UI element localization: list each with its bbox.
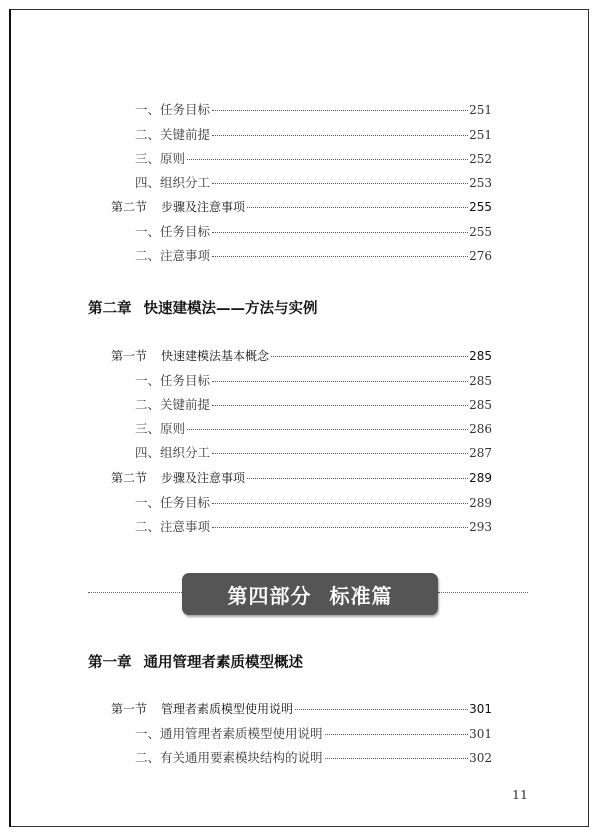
toc-entry[interactable]	[135, 248, 492, 264]
toc-entry-label: 一、任务目标	[135, 224, 211, 239]
leader-dots	[212, 381, 468, 382]
toc-entry[interactable]	[135, 750, 492, 766]
leader-dots	[212, 453, 468, 454]
leader-dots	[187, 159, 468, 160]
toc-section-page: 301	[469, 702, 492, 716]
toc-entry-label: 三、原则	[135, 151, 186, 166]
leader-dots	[212, 405, 468, 406]
toc-section-page: 255	[469, 200, 492, 214]
leader-dots	[271, 356, 468, 357]
toc-entry-label: 一、任务目标	[135, 495, 211, 510]
chapter-heading[interactable]	[88, 297, 318, 318]
leader-dots	[212, 110, 468, 111]
toc-entry-label: 三、原则	[135, 421, 186, 436]
chapter-title: 快速建模法——方法与实例	[143, 300, 318, 317]
part-title: 标准篇	[329, 583, 393, 608]
toc-entry-page: 286	[469, 422, 492, 436]
toc-entry[interactable]	[135, 175, 492, 191]
chapter-number: 第一章	[88, 654, 132, 671]
section-title: 步骤及注意事项	[161, 200, 246, 214]
toc-entry[interactable]	[135, 421, 492, 437]
toc-entry-page: 255	[469, 225, 492, 239]
page-number: 11	[512, 787, 528, 802]
leader-dots	[212, 256, 468, 257]
toc-entry-label: 一、任务目标	[135, 102, 211, 117]
toc-entry[interactable]	[135, 373, 492, 389]
part-divider-right	[438, 592, 528, 593]
part-divider-left	[88, 592, 182, 593]
toc-entry[interactable]	[135, 519, 492, 535]
section-title: 步骤及注意事项	[161, 471, 246, 485]
toc-entry-page: 289	[469, 496, 492, 510]
leader-dots	[212, 527, 468, 528]
leader-dots	[212, 503, 468, 504]
toc-entry-page: 253	[469, 176, 492, 190]
leader-dots	[212, 135, 468, 136]
section-title: 快速建模法基本概念	[161, 349, 270, 363]
toc-entry-page: 285	[469, 398, 492, 412]
toc-entry-label: 二、注意事项	[135, 248, 211, 263]
toc-section[interactable]	[111, 470, 492, 486]
toc-entry[interactable]	[135, 726, 492, 742]
section-title: 管理者素质模型使用说明	[161, 702, 294, 716]
toc-entry[interactable]	[135, 102, 492, 118]
toc-section-page: 285	[469, 349, 492, 363]
toc-section[interactable]	[111, 701, 492, 717]
toc-entry[interactable]	[135, 445, 492, 461]
toc-section[interactable]	[111, 199, 492, 215]
section-number: 第二节	[111, 471, 148, 485]
toc-entry-label: 四、组织分工	[135, 445, 211, 460]
toc-entry[interactable]	[135, 151, 492, 167]
toc-entry-label: 一、通用管理者素质模型使用说明	[135, 726, 323, 741]
leader-dots	[325, 758, 469, 759]
toc-entry-page: 287	[469, 446, 492, 460]
leader-dots	[212, 232, 468, 233]
section-number: 第一节	[111, 349, 148, 363]
leader-dots	[247, 478, 468, 479]
part-number: 第四部分	[227, 583, 312, 608]
toc-entry-page: 276	[469, 249, 492, 263]
leader-dots	[247, 207, 468, 208]
section-number: 第一节	[111, 702, 148, 716]
toc-entry-label: 二、注意事项	[135, 519, 211, 534]
leader-dots	[212, 183, 468, 184]
toc-entry[interactable]	[135, 224, 492, 240]
toc-entry-page: 251	[469, 103, 492, 117]
toc-entry[interactable]	[135, 127, 492, 143]
chapter-title: 通用管理者素质模型概述	[143, 654, 303, 671]
toc-entry-label: 二、有关通用要素模块结构的说明	[135, 750, 323, 765]
toc-entry[interactable]	[135, 495, 492, 511]
chapter-number: 第二章	[88, 300, 132, 317]
toc-entry-page: 252	[469, 152, 492, 166]
leader-dots	[325, 734, 469, 735]
toc-entry-page: 301	[469, 727, 492, 741]
toc-entry-page: 293	[469, 520, 492, 534]
chapter-heading[interactable]	[88, 651, 303, 672]
toc-entry-label: 二、关键前提	[135, 397, 211, 412]
part-banner[interactable]	[182, 573, 438, 615]
toc-entry-page: 251	[469, 128, 492, 142]
toc-section[interactable]	[111, 348, 492, 364]
toc-entry[interactable]	[135, 397, 492, 413]
toc-section-page: 289	[469, 471, 492, 485]
toc-entry-label: 四、组织分工	[135, 175, 211, 190]
toc-entry-label: 一、任务目标	[135, 373, 211, 388]
leader-dots	[187, 429, 468, 430]
leader-dots	[295, 709, 468, 710]
toc-entry-page: 285	[469, 374, 492, 388]
toc-entry-label: 二、关键前提	[135, 127, 211, 142]
toc-entry-page: 302	[469, 751, 492, 765]
section-number: 第二节	[111, 200, 148, 214]
page-left-rule	[9, 9, 11, 827]
